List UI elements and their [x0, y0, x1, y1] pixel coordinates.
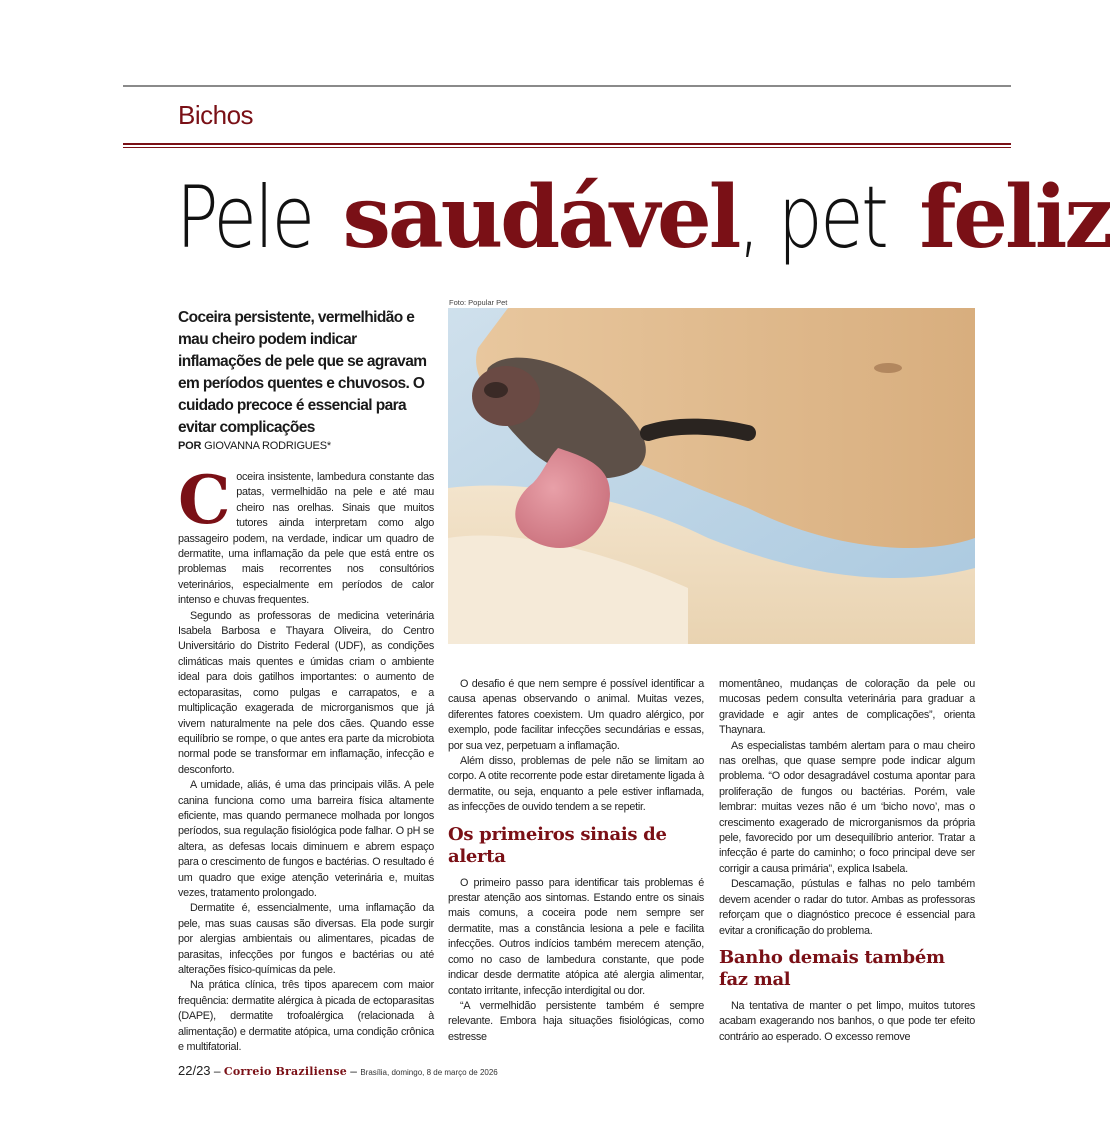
newspaper-brand: Correio Braziliense — [223, 1065, 347, 1078]
paragraph-text: oceira insistente, lambedura constante das patas, vermelhidão na pele e até mau cheiro nas orelhas. Sinais que muitos tutores ainda interpretam como algo passageiro podem, na verdade, indicar um quadro de dermatite, uma inflamação da pele que está entre os problemas mais recorrentes nos consultórios veterinários, especialmente em períodos de calor intenso e chuvas frequentes. — [178, 471, 434, 607]
page-footer — [178, 1063, 498, 1078]
paragraph: As especialistas também alertam para o mau cheiro nas orelhas, que quase sempre pode indicar algum problema. “O odor desagradável costuma apontar para proliferação de fungos ou bactérias. Porém, vale lembrar: muitas vezes não é um ‘bicho novo’, mas o crescimento exagerado de microrganismos da própria pele, favorecido por um desequilíbrio anterior. Tratar a infecção é parte do caminho; o foco principal deve ser corrigir a causa primária”, explica Isabela. — [719, 739, 975, 875]
byline-prefix: POR — [178, 440, 202, 452]
paragraph: Dermatite é, essencialmente, uma inflamação da pele, mas suas causas são diversas. Ela pode surgir por alergias ambientais ou alimentares, picadas de parasitas, infecções por fungos e bactérias ou até alterações físico-químicas da pele. — [178, 902, 434, 976]
paragraph: O primeiro passo para identificar tais problemas é prestar atenção aos sintomas. Estando entre os sinais mais comuns, a coceira pode nem sempre ser dermatite, mas a constância lesiona a pele e facilita infecções. Outros indícios também merecem atenção, como no caso de lambedura constante, que pode indicar desde dermatite atópica até alergia alimentar, contato irritante, infecção interdigital ou dor. — [448, 876, 704, 997]
headline-part-3: , pet — [738, 168, 887, 268]
paragraph: “A vermelhidão persistente também é sempre relevante. Embora haja situações fisiológicas, como estresse — [448, 999, 704, 1043]
dog-licking-photo — [448, 308, 975, 644]
paragraph — [178, 461, 434, 609]
headline-part-1: Pele — [176, 168, 313, 268]
page-numbers: 22/23 — [178, 1063, 211, 1078]
paragraph: Além disso, problemas de pele não se limitam ao corpo. A otite recorrente pode estar diretamente ligada à dermatite, ou seja, enquanto a pele estiver inflamada, as infecções de ouvido tendem a se repetir. — [448, 755, 704, 814]
section-rule-thin — [123, 147, 1011, 148]
subhead-banho-demais: Banho demais também faz mal — [719, 946, 945, 990]
subhead-primeiros-sinais: Os primeiros sinais de alerta — [448, 823, 667, 867]
section-rule — [123, 143, 1011, 145]
byline — [178, 440, 331, 452]
article-column-3 — [719, 677, 975, 1045]
footer-separator: – — [350, 1064, 357, 1078]
publication-date: Brasília, domingo, 8 de março de 2026 — [360, 1068, 498, 1077]
headline — [176, 158, 1110, 278]
headline-part-4: feliz — [919, 167, 1110, 268]
section-name: Bichos — [178, 100, 254, 130]
headline-part-2: saudável — [342, 167, 739, 268]
paragraph: Na tentativa de manter o pet limpo, muitos tutores acabam exagerando nos banhos, o que pode ter efeito contrário ao esperado. O excesso remove — [719, 999, 975, 1043]
dropcap: C — [178, 461, 231, 539]
article-column-1 — [178, 461, 434, 1055]
paragraph: Na prática clínica, três tipos aparecem com maior frequência: dermatite alérgica à picada de ectoparasitas (DAPE), dermatite trofoalérgica (relacionada à alimentação) e dermatite atópica, uma condição crônica e multifatorial. — [178, 979, 434, 1054]
top-rule — [123, 85, 1011, 87]
paragraph: Segundo as professoras de medicina veterinária Isabela Barbosa e Thayara Oliveira, do Centro Universitário do Distrito Federal (UDF), as condições climáticas mais quentes e úmidas criam o ambiente ideal para dois gatilhos importantes: o aumento de ectoparasitas, como pulgas e carrapatos, e a multiplicação exagerada de microrganismos que já vivem naturalmente na pele dos cães. Quando esse equilíbrio se rompe, o que antes era parte da microbiota normal pode se transformar em inflamação, infecção e desconforto. — [178, 609, 434, 776]
byline-author: GIOVANNA RODRIGUES* — [204, 440, 331, 452]
article-column-2 — [448, 677, 704, 1045]
photo-credit: Foto: Popular Pet — [449, 298, 508, 307]
footer-separator: – — [213, 1064, 221, 1078]
paragraph: momentâneo, mudanças de coloração da pele ou mucosas pedem consulta veterinária para graduar a gravidade e agir antes de complicações”, orienta Thaynara. — [719, 678, 975, 737]
standfirst: Coceira persistente, vermelhidão e mau cheiro podem indicar inflamações de pele que se agravam em períodos quentes e chuvosos. O cuidado precoce é essencial para evitar complicações — [178, 309, 427, 436]
paragraph: A umidade, aliás, é uma das principais vilãs. A pele canina funciona como uma barreira física altamente eficiente, mas quando permanece molhada por longos períodos, sua regulação fisiológica pode falhar. O pH se altera, as defesas locais diminuem e abrem espaço para o crescimento de fungos e bactérias. O resultado é um quadro que exige atenção veterinária e, muitas vezes, tratamento prolongado. — [178, 779, 434, 899]
paragraph: O desafio é que nem sempre é possível identificar a causa apenas observando o animal. Muitas vezes, diferentes fatores coexistem. Um quadro alérgico, por exemplo, pode facilitar infecções secundárias e essas, por sua vez, perpetuam a inflamação. — [448, 678, 704, 752]
paragraph: Descamação, pústulas e falhas no pelo também devem acender o radar do tutor. Ambas as professoras reforçam que o diagnóstico precoce é essencial para evitar a cronificação do problema. — [719, 878, 975, 937]
